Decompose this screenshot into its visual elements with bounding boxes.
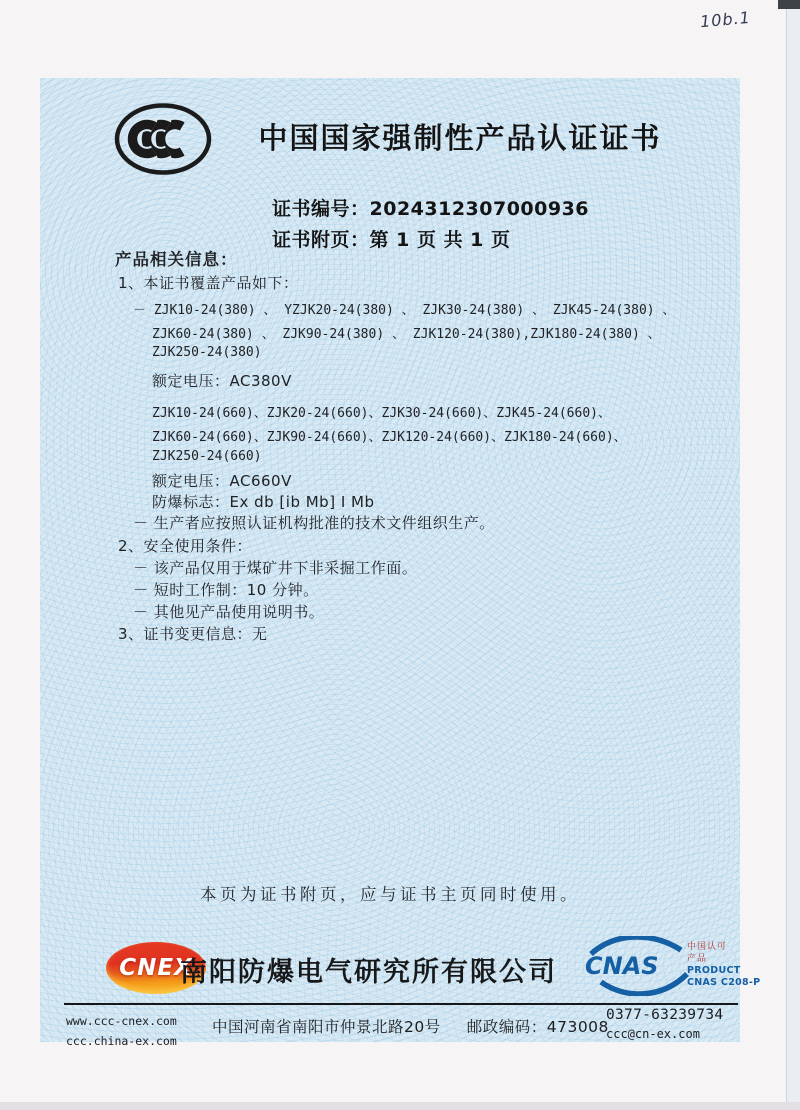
cnas-line-code: CNAS C208-P [687, 976, 761, 988]
contact-url-2: ccc.china-ex.com [66, 1034, 177, 1048]
certificate-page-info: 证书附页：第 1 页 共 1 页 [272, 229, 511, 251]
contact-address: 中国河南省南阳市仲景北路20号 [212, 1018, 441, 1036]
body-line: 防爆标志：Ex db [ib Mb] I Mb [152, 493, 375, 511]
body-line: ZJK10-24(660)、ZJK20-24(660)、ZJK30-24(660)、ZJK45-24(660)、 [152, 406, 611, 421]
body-line: － ZJK10-24(380) 、 YZJK20-24(380) 、 ZJK30-24(380) 、 ZJK45-24(380) 、 [133, 303, 676, 318]
scan-bottom-edge [0, 1102, 800, 1110]
body-line: 1、本证书覆盖产品如下： [118, 274, 299, 292]
body-line: － 短时工作制：10 分钟。 [133, 581, 319, 599]
cnas-logo-text: CNAS [585, 952, 659, 980]
scan-dark-corner [778, 0, 800, 9]
cnas-line-product: PRODUCT [687, 965, 741, 976]
ccc-logo-icon [114, 102, 212, 176]
contact-address-block [212, 1015, 609, 1037]
certificate-number: 证书编号：2024312307000936 [272, 198, 590, 220]
cnas-logo [583, 936, 761, 1000]
body-line: 产品相关信息： [115, 250, 238, 269]
body-line: ZJK250-24(380) [152, 345, 262, 360]
body-line: － 该产品仅用于煤矿井下非采掘工作面。 [133, 559, 418, 577]
cnas-line-cn1: 中国认可 [687, 942, 728, 952]
body-line: ZJK250-24(660) [152, 449, 262, 464]
body-line: － 其他见产品使用说明书。 [133, 603, 325, 621]
body-line: － 生产者应按照认证机构批准的技术文件组织生产。 [133, 514, 495, 532]
body-line: 2、安全使用条件： [118, 537, 253, 555]
cnex-logo-text: CNEX [119, 955, 193, 981]
contact-phone: 0377-63239734 [606, 1007, 724, 1023]
contact-url-1: www.ccc-cnex.com [66, 1014, 177, 1028]
contact-postcode: 邮政编码：473008 [466, 1018, 609, 1036]
company-name: 南阳防爆电气研究所有限公司 [180, 957, 557, 988]
scan-edge-strip [786, 0, 800, 1110]
handwritten-annotation: 10b.1 [699, 7, 752, 32]
body-line: ZJK60-24(660)、ZJK90-24(660)、ZJK120-24(660)、ZJK180-24(660)、 [152, 430, 627, 445]
body-line: 3、证书变更信息：无 [118, 625, 268, 643]
footer-divider [64, 1003, 738, 1005]
body-line: 额定电压：AC660V [152, 472, 292, 490]
attachment-note: 本页为证书附页，应与证书主页同时使用。 [200, 885, 580, 904]
certificate-title: 中国国家强制性产品认证证书 [258, 121, 662, 155]
cnas-accreditation-text [687, 942, 760, 988]
certificate-page [40, 78, 761, 1048]
contact-urls [66, 1011, 177, 1051]
body-line: ZJK60-24(380) 、 ZJK90-24(380) 、 ZJK120-24(380),ZJK180-24(380) 、 [152, 327, 661, 342]
contact-email: ccc@cn-ex.com [606, 1027, 700, 1041]
cnas-line-cn2: 产品 [687, 953, 708, 964]
body-line: 额定电压：AC380V [152, 372, 292, 390]
contact-phone-block [606, 1007, 723, 1041]
